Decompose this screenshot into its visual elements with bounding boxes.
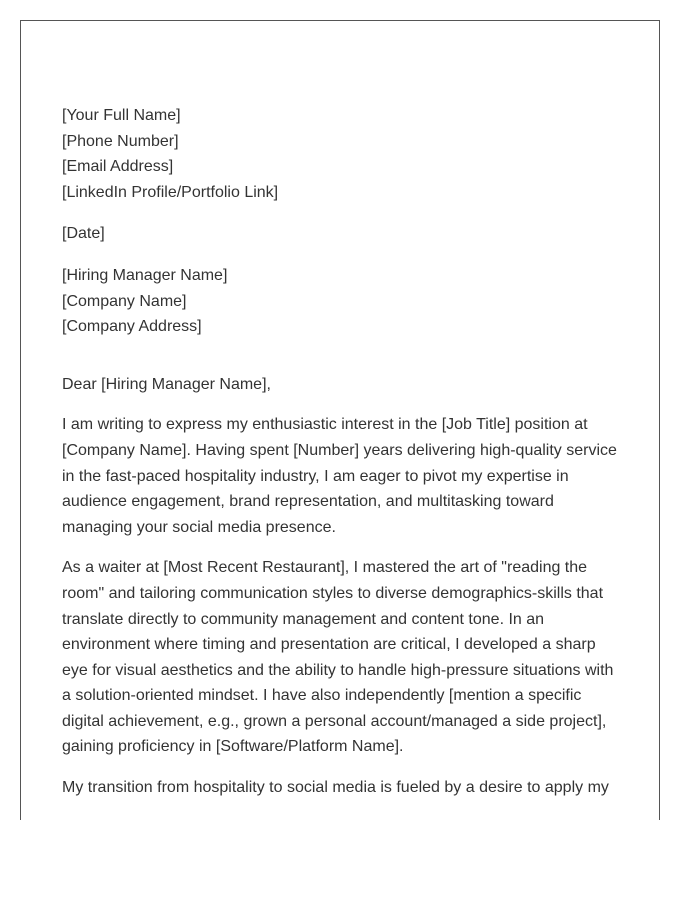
paragraph-line: digital achievement, e.g., grown a personal account/managed a side project],: [62, 712, 607, 730]
paragraph-line: environment where timing and presentation are critical, I developed a sharp: [62, 636, 596, 654]
paragraph-line: managing your social media presence.: [62, 518, 336, 536]
document-page: [20, 20, 660, 820]
sender-block: [62, 103, 622, 205]
recipient-block: [62, 263, 622, 340]
paragraph-line: gaining proficiency in [Software/Platform Name].: [62, 738, 404, 756]
paragraph-line: My transition from hospitality to social media is fueled by a desire to apply my: [62, 779, 609, 797]
paragraph-line: translate directly to community management and content tone. In an: [62, 610, 545, 628]
paragraph-line: eye for visual aesthetics and the ability to handle high-pressure situations with: [62, 661, 614, 679]
paragraph-line: audience engagement, brand representation, and multitasking toward: [62, 493, 554, 511]
paragraph-line: As a waiter at [Most Recent Restaurant], I mastered the art of "reading the: [62, 559, 588, 577]
letter-body: [62, 103, 622, 801]
letter-date: [Date]: [62, 225, 105, 243]
paragraph-line: a solution-oriented mindset. I have also independently [mention a specific: [62, 687, 582, 705]
sender-full-name: [Your Full Name]: [62, 107, 181, 124]
date-block: [62, 221, 622, 247]
salutation-block: [62, 372, 622, 398]
paragraph-1: [62, 412, 622, 540]
recipient-address: [Company Address]: [62, 318, 202, 336]
salutation: Dear [Hiring Manager Name],: [62, 375, 271, 393]
sender-email: [Email Address]: [62, 158, 174, 176]
recipient-manager: [Hiring Manager Name]: [62, 266, 228, 284]
paragraph-line: room" and tailoring communication styles to diverse demographics-skills that: [62, 584, 604, 602]
paragraph-3: [62, 775, 622, 801]
recipient-company: [Company Name]: [62, 292, 187, 310]
sender-link: [LinkedIn Profile/Portfolio Link]: [62, 183, 279, 201]
paragraph-line: [Company Name]. Having spent [Number] years delivering high-quality service: [62, 441, 617, 459]
sender-phone: [Phone Number]: [62, 132, 179, 150]
paragraph-2: [62, 555, 622, 760]
paragraph-line: in the fast-paced hospitality industry, I am eager to pivot my expertise in: [62, 467, 569, 485]
paragraph-line: I am writing to express my enthusiastic interest in the [Job Title] position at: [62, 416, 588, 434]
